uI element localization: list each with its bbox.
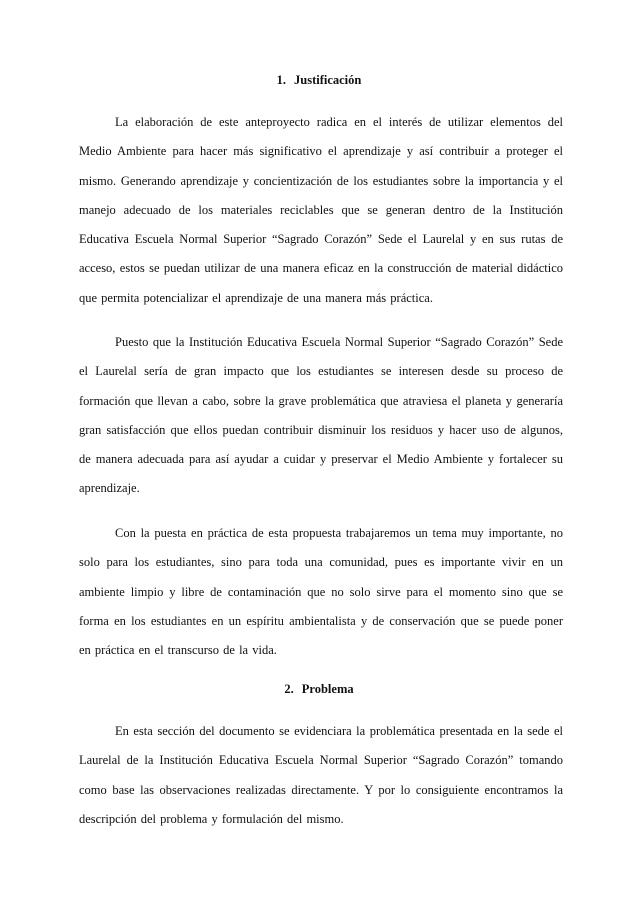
section-title: Problema: [301, 682, 354, 696]
section-title: Justificación: [294, 73, 362, 87]
section-heading-problema: [0, 681, 638, 697]
section-number: 2.: [284, 682, 294, 696]
section-heading-justificacion: [0, 72, 638, 88]
paragraph: La elaboración de este anteproyecto radica en el interés de utilizar elementos del Medio Ambiente para hacer más significativo el aprendizaje y así contribuir a proteger el mismo. Generando aprendizaje y concientización de los estudiantes sobre la importancia y el manejo adecuado de los materiales reciclables que se generan dentro de la Institución Educativa Escuela Normal Superior “Sagrado Corazón” Sede el Laurelal y en sus rutas de acceso, estos se puedan utilizar de una manera eficaz en la construcción de material didáctico que permita potencializar el aprendizaje de una manera más práctica.: [79, 115, 563, 305]
paragraph: Puesto que la Institución Educativa Escuela Normal Superior “Sagrado Corazón” Sede el Laurelal sería de gran impacto que los estudiantes se interesen desde su proceso de formación que llevan a cabo, sobre la grave problemática que atraviesa el planeta y generaría gran satisfacción que ellos puedan contribuir disminuir los residuos y hacer uso de algunos, de manera adecuada para así ayudar a cuidar y preservar el Medio Ambiente y fortalecer su aprendizaje.: [79, 335, 563, 496]
section-number: 1.: [276, 73, 286, 87]
paragraph: Con la puesta en práctica de esta propuesta trabajaremos un tema muy importante, no solo para los estudiantes, sino para toda una comunidad, pues es importante vivir en un ambiente limpio y libre de contaminación que no solo sirve para el momento sino que se forma en los estudiantes en un espíritu ambientalista y de conservación que se puede poner en práctica en el transcurso de la vida.: [79, 526, 563, 658]
paragraph: En esta sección del documento se evidenciara la problemática presentada en la sede el Laurelal de la Institución Educativa Escuela Normal Superior “Sagrado Corazón” tomando como base las observaciones realizadas directamente. Y por lo consiguiente encontramos la descripción del problema y formulación del mismo.: [79, 724, 563, 826]
